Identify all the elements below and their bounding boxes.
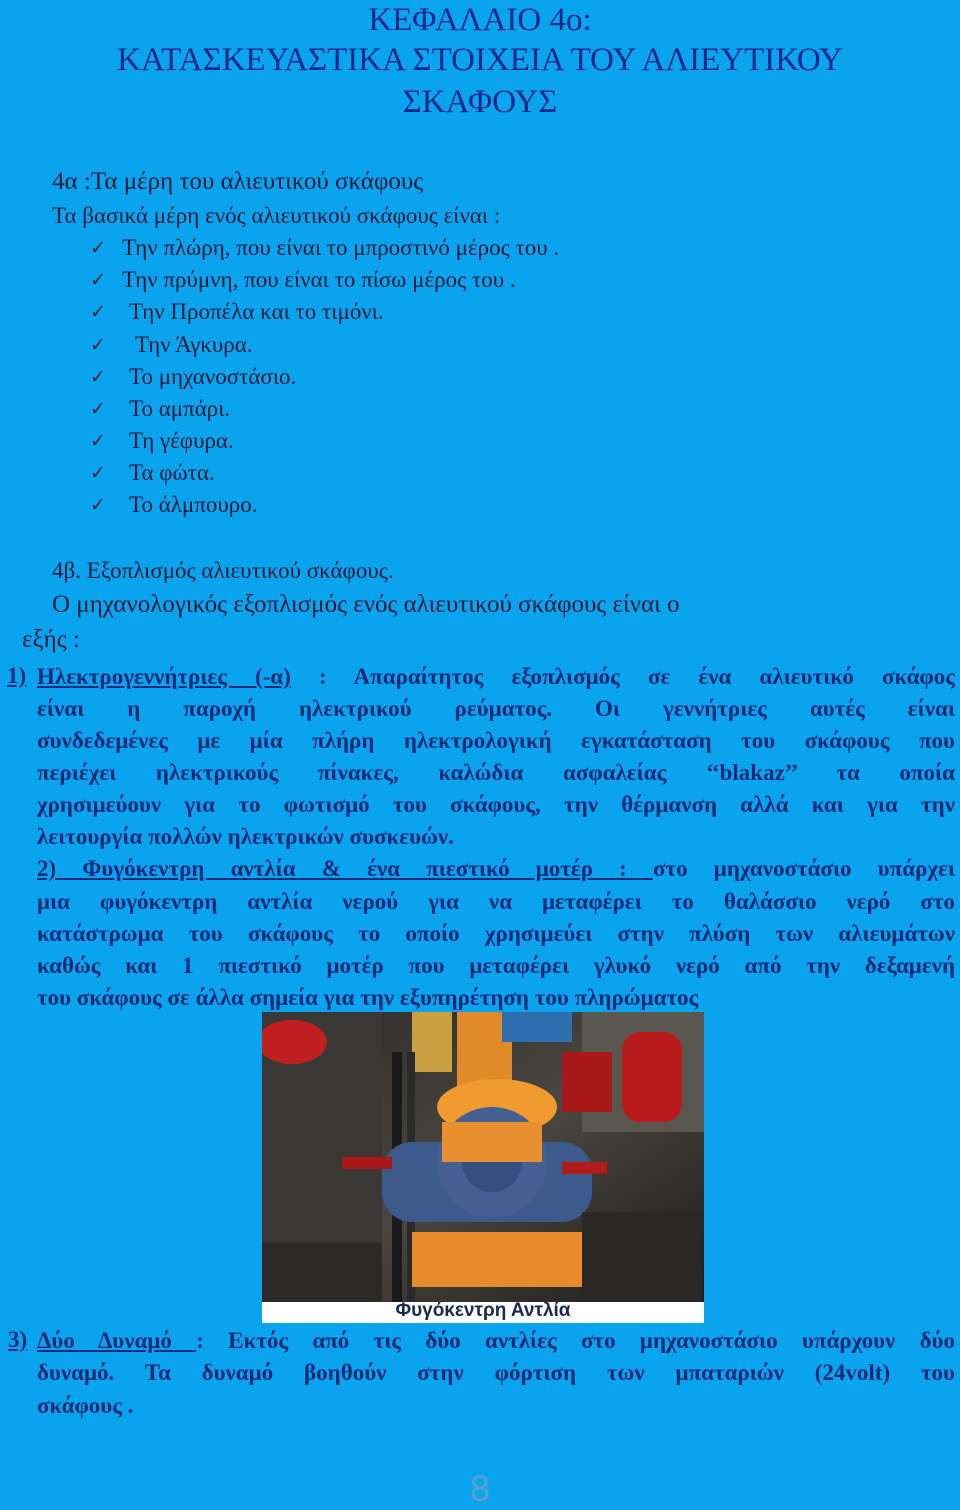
item2-line: του σκάφους σε άλλα σημεία για την εξυπηρέτηση του πληρώματος [37, 985, 699, 1010]
chapter-subtitle-line2: ΣΚΑΦΟΥΣ [402, 84, 558, 120]
item1-heading: Ηλεκτρογεννήτριες (-α) [37, 664, 291, 689]
checkmark-icon: ✓ [90, 430, 106, 452]
item1-line: συνδεδεμένες με μία πλήρη ηλεκτρολογική εγκατάσταση του σκάφους που [37, 728, 955, 753]
item3-number: 3) [8, 1327, 28, 1352]
list-item: Τη γέφυρα. [129, 428, 234, 453]
checkmark-icon: ✓ [90, 334, 106, 356]
checkmark-icon: ✓ [90, 462, 106, 484]
checkmark-icon: ✓ [90, 494, 106, 516]
list-item: Το άλμπουρο. [129, 492, 258, 517]
chapter-subtitle-line1: ΚΑΤΑΣΚΕΥΑΣΤΙΚΑ ΣΤΟΙΧΕΙΑ ΤΟΥ ΑΛΙΕΥΤΙΚΟΥ [117, 42, 843, 78]
list-item: Το μηχανοστάσιο. [129, 364, 297, 389]
checkmark-icon: ✓ [90, 398, 106, 420]
checkmark-icon: ✓ [90, 269, 106, 291]
page-number: 8 [469, 1468, 491, 1509]
item1-line: λειτουργία πολλών ηλεκτρικών συσκευών. [37, 824, 454, 849]
item2-heading: 2) Φυγόκεντρη αντλία & ένα πιεστικό μοτέρ : [37, 856, 654, 881]
list-item: Την πλώρη, που είναι το μπροστινό μέρος του . [122, 235, 560, 260]
item1-line: χρησιμεύουν για το φωτισμό του σκάφους, την θέρμανση αλλά και για την [37, 792, 955, 817]
section-b-intro-line1: Ο μηχανολογικός εξοπλισμός ενός αλιευτικού σκάφους είναι ο [52, 591, 680, 618]
checkmark-icon: ✓ [90, 301, 106, 323]
pump-photo [262, 1012, 704, 1323]
checkmark-icon: ✓ [90, 237, 106, 259]
section-a-title: 4α :Τα μέρη του αλιευτικού σκάφους [52, 168, 424, 195]
item2-line: κατάστρωμα του σκάφους το οποίο χρησιμεύει στην πλύση των αλιευμάτων [37, 921, 955, 946]
list-item: Την Προπέλα και το τιμόνι. [129, 299, 384, 324]
item3-heading: Δύο Δυναμό [37, 1328, 197, 1353]
item3-text: : Εκτός από τις δύο αντλίες στο μηχανοστάσιο υπάρχουν δύο [196, 1328, 955, 1353]
chapter-title: ΚΕΦΑΛΑΙΟ 4ο: [368, 2, 592, 38]
pump-illustration [262, 1012, 704, 1302]
item1-line: περιέχει ηλεκτρικούς πίνακες, καλώδια ασφαλείας ‘‘blakaz’’ τα οποία [37, 760, 955, 785]
list-item: Το αμπάρι. [129, 396, 231, 421]
item2-first-line [37, 853, 955, 885]
item3-first-line [37, 1325, 955, 1357]
item2-line: μια φυγόκεντρη αντλία νερού για να μεταφέρει το θαλάσσιο νερό στο [37, 889, 955, 914]
list-item: Την Άγκυρα. [135, 332, 253, 357]
item3-line: δυναμό. Τα δυναμό βοηθούν στην φόρτιση των μπαταριών (24volt) του [37, 1360, 955, 1385]
item2-text: στο μηχανοστάσιο υπάρχει [653, 856, 955, 881]
section-b-intro-line2: εξής : [22, 626, 80, 653]
section-b-title: 4β. Εξοπλισμός αλιευτικού σκάφους. [52, 558, 394, 583]
item1-line: είναι η παροχή ηλεκτρικού ρεύματος. Οι γεννήτριες αυτές είναι [37, 696, 955, 721]
section-a-intro: Τα βασικά μέρη ενός αλιευτικού σκάφους είναι : [52, 203, 501, 228]
list-item: Την πρύμνη, που είναι το πίσω μέρος του . [122, 267, 516, 292]
list-item: Τα φώτα. [129, 460, 215, 485]
item2-line: καθώς και 1 πιεστικό μοτέρ που μεταφέρει γλυκό νερό από την δεξαμενή [37, 953, 955, 978]
checkmark-icon: ✓ [90, 366, 106, 388]
item1-text: : Απαραίτητος εξοπλισμός σε ένα αλιευτικό σκάφος [290, 664, 955, 689]
item1-number: 1) [7, 663, 27, 688]
photo-caption: Φυγόκεντρη Αντλία [395, 1300, 571, 1321]
item1-first-line [37, 661, 955, 693]
item3-line: σκάφους . [37, 1393, 134, 1418]
